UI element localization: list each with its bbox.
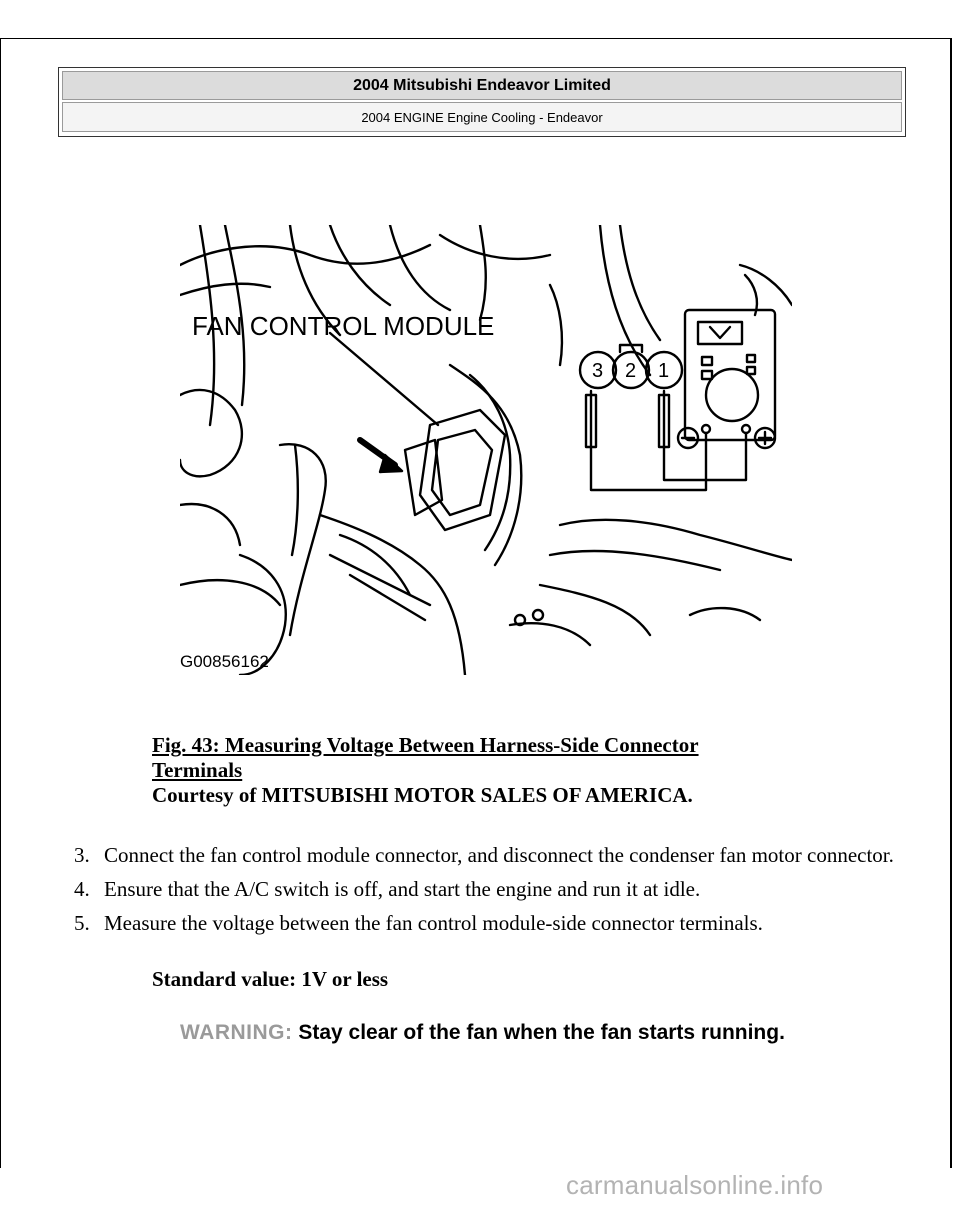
terminal-1-label: 1 <box>658 360 670 382</box>
section-subtitle: 2004 ENGINE Engine Cooling - Endeavor <box>62 102 902 132</box>
list-item <box>74 910 914 936</box>
terminal-2-label: 2 <box>625 360 637 382</box>
footer-watermark: carmanualsonline.info <box>566 1170 824 1200</box>
page-border-right <box>950 38 952 1168</box>
document-header <box>58 67 906 137</box>
procedure-steps <box>74 842 914 944</box>
step-text: Ensure that the A/C switch is off, and start the engine and run it at idle. <box>104 877 701 901</box>
terminal-3-label: 3 <box>592 360 604 382</box>
step-text: Measure the voltage between the fan control module-side connector terminals. <box>104 911 763 935</box>
list-item <box>74 842 914 868</box>
step-number: 5. <box>74 911 90 935</box>
warning-label: WARNING: <box>180 1021 293 1044</box>
figure-title-line1: Fig. 43: Measuring Voltage Between Harness-Side Connector <box>152 733 699 757</box>
engine-bay-drawing <box>180 225 792 675</box>
page-border-left <box>0 38 1 1168</box>
vehicle-title: 2004 Mitsubishi Endeavor Limited <box>62 71 902 100</box>
page-border-top <box>0 38 952 39</box>
warning-text: Stay clear of the fan when the fan starts running. <box>298 1021 785 1044</box>
figure-title-line2: Terminals <box>152 758 243 782</box>
step-text: Connect the fan control module connector, and disconnect the condenser fan motor connector. <box>104 843 894 867</box>
fan-control-module-illustration <box>180 225 792 675</box>
figure-courtesy: Courtesy of MITSUBISHI MOTOR SALES OF AMERICA. <box>152 783 693 807</box>
list-item <box>74 876 914 902</box>
step-number: 3. <box>74 843 90 867</box>
fan-control-module-label: FAN CONTROL MODULE <box>192 311 495 341</box>
figure-code: G00856162 <box>180 652 269 671</box>
standard-value: Standard value: 1V or less <box>152 967 389 991</box>
step-number: 4. <box>74 877 90 901</box>
figure-caption <box>152 733 852 808</box>
warning-notice <box>180 1021 785 1045</box>
